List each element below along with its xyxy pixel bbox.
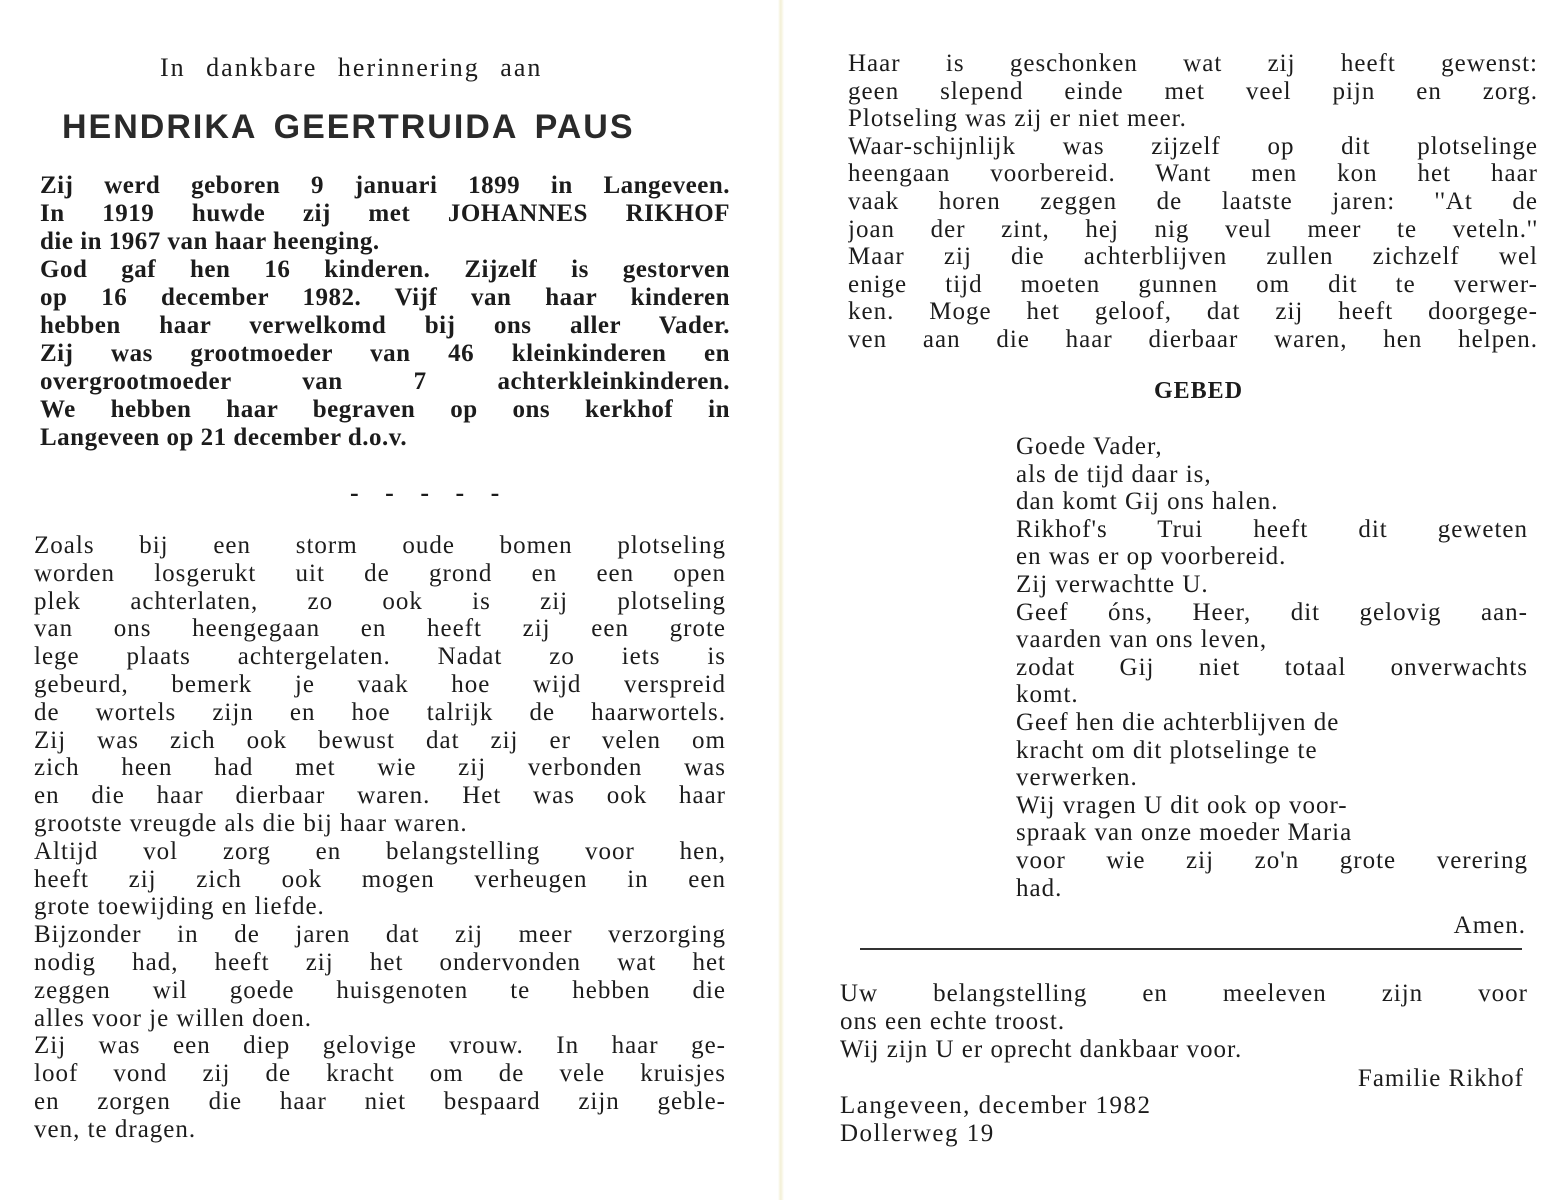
story-line: van ons heengegaan en heeft zij een grote <box>34 615 726 643</box>
bio-line: hebben haar verwelkomd bij ons aller Vader. <box>40 312 730 339</box>
prayer-line: komt. <box>1016 681 1079 709</box>
prayer-line: Geef óns, Heer, dit gelovig aan- <box>1016 598 1528 626</box>
prayer-line: Rikhof's Trui heeft dit geweten <box>1016 515 1528 543</box>
story-line: ven, te dragen. <box>34 1115 197 1143</box>
story-line: en die haar dierbaar waren. Het was ook haar <box>34 782 726 810</box>
prayer-line: verwerken. <box>1016 764 1138 792</box>
reflection-line: ken. Moge het geloof, dat zij heeft doorgege- <box>848 298 1538 326</box>
thanks-text <box>840 980 1528 1064</box>
biography <box>40 172 730 452</box>
story-line: de wortels zijn en hoe talrijk de haarwortels. <box>34 698 726 726</box>
reflection-line: heengaan voorbereid. Want men kon het haar <box>848 160 1538 188</box>
story-line: grote toewijding en liefde. <box>34 893 325 921</box>
bio-line: overgrootmoeder van 7 achterkleinkinderen. <box>40 368 730 395</box>
story-line: heeft zij zich ook mogen verheugen in een <box>34 865 726 893</box>
story-line: plek achterlaten, zo ook is zij plotseling <box>34 587 726 615</box>
prayer-line: dan komt Gij ons halen. <box>1016 488 1279 516</box>
amen: Amen. <box>1453 912 1526 939</box>
prayer-line: Zij verwachtte U. <box>1016 570 1209 598</box>
reflection-line: joan der zint, hej nig veul meer te veteln.'' <box>848 215 1538 243</box>
prayer-line: zodat Gij niet totaal onverwachts <box>1016 653 1528 681</box>
bio-line: We hebben haar begraven op ons kerkhof in <box>40 396 730 423</box>
intro-line: In dankbare herinnering aan <box>160 53 543 82</box>
prayer-line: had. <box>1016 874 1063 902</box>
prayer-text <box>1016 433 1528 902</box>
prayer-line: Geef hen die achterblijven de <box>1016 708 1340 736</box>
story-line: zich heen had met wie zij verbonden was <box>34 754 726 782</box>
prayer-line: Wij vragen U dit ook op voor- <box>1016 791 1348 819</box>
reflection-line: Waar-schijnlijk was zijzelf op dit plotselinge <box>848 132 1538 160</box>
story-text <box>34 532 726 1144</box>
reflection-line: Haar is geschonken wat zij heeft gewenst: <box>848 50 1538 77</box>
bio-line: op 16 december 1982. Vijf van haar kinderen <box>40 284 730 311</box>
story-line: lege plaats achtergelaten. Nadat zo iets is <box>34 643 726 671</box>
story-line: worden losgerukt uit de grond en een open <box>34 559 726 587</box>
story-line: alles voor je willen doen. <box>34 1004 313 1032</box>
card-fold <box>778 0 784 1200</box>
story-line: Bijzonder in de jaren dat zij meer verzorging <box>34 921 726 949</box>
place-line: Langeveen, december 1982 <box>840 1092 1152 1119</box>
bio-line: God gaf hen 16 kinderen. Zijzelf is gestorven <box>40 256 730 283</box>
deceased-name: HENDRIKA GEERTRUIDA PAUS <box>62 108 635 146</box>
story-line: Zij was een diep gelovige vrouw. In haar ge- <box>34 1032 726 1060</box>
family-signature: Familie Rikhof <box>1357 1065 1524 1092</box>
bio-line: Zij was grootmoeder van 46 kleinkinderen en <box>40 340 730 367</box>
address-line: Dollerweg 19 <box>840 1120 995 1147</box>
separator: - - - - - <box>350 478 510 507</box>
story-line: en zorgen die haar niet bespaard zijn geble- <box>34 1087 726 1115</box>
bio-line: In 1919 huwde zij met JOHANNES RIKHOF <box>40 200 730 227</box>
prayer-line: voor wie zij zo'n grote verering <box>1016 846 1528 874</box>
reflection-line: enige tijd moeten gunnen om dit te verwer- <box>848 270 1538 298</box>
story-line: Altijd vol zorg en belangstelling voor hen, <box>34 837 726 865</box>
reflection-line: geen slepend einde met veel pijn en zorg. <box>848 77 1538 105</box>
story-line: zeggen wil goede huisgenoten te hebben die <box>34 976 726 1004</box>
prayer-line: kracht om dit plotselinge te <box>1016 736 1318 764</box>
thanks-line: Wij zijn U er oprecht dankbaar voor. <box>840 1036 1243 1063</box>
place-date <box>840 1092 1152 1148</box>
prayer-line: Goede Vader, <box>1016 433 1163 460</box>
reflection-line: ven aan die haar dierbaar waren, hen helpen. <box>848 325 1538 353</box>
story-line: Zoals bij een storm oude bomen plotseling <box>34 532 726 559</box>
prayer-title: GEBED <box>1154 378 1244 404</box>
bio-line: die in 1967 van haar heenging. <box>40 228 380 255</box>
prayer-line: spraak van onze moeder Maria <box>1016 819 1353 847</box>
story-line: nodig had, heeft zij het ondervonden wat het <box>34 948 726 976</box>
reflection-line: Plotseling was zij er niet meer. <box>848 105 1187 133</box>
reflection-line: vaak horen zeggen de laatste jaren: ''At de <box>848 187 1538 215</box>
prayer-line: vaarden van ons leven, <box>1016 626 1268 654</box>
story-line: gebeurd, bemerk je vaak hoe wijd verspreid <box>34 670 726 698</box>
thanks-line: Uw belangstelling en meeleven zijn voor <box>840 980 1528 1007</box>
story-line: loof vond zij de kracht om de vele kruisjes <box>34 1060 726 1088</box>
bio-line: Zij werd geboren 9 januari 1899 in Langeveen. <box>40 172 730 199</box>
story-line: Zij was zich ook bewust dat zij er velen om <box>34 726 726 754</box>
divider <box>860 948 1522 950</box>
reflection-text <box>848 50 1538 354</box>
reflection-line: Maar zij die achterblijven zullen zichzelf wel <box>848 243 1538 271</box>
thanks-line: ons een echte troost. <box>840 1008 1066 1035</box>
prayer-line: als de tijd daar is, <box>1016 460 1212 488</box>
prayer-line: en was er op voorbereid. <box>1016 543 1287 571</box>
bio-line: Langeveen op 21 december d.o.v. <box>40 424 408 451</box>
story-line: grootste vreugde als die bij haar waren. <box>34 809 468 837</box>
